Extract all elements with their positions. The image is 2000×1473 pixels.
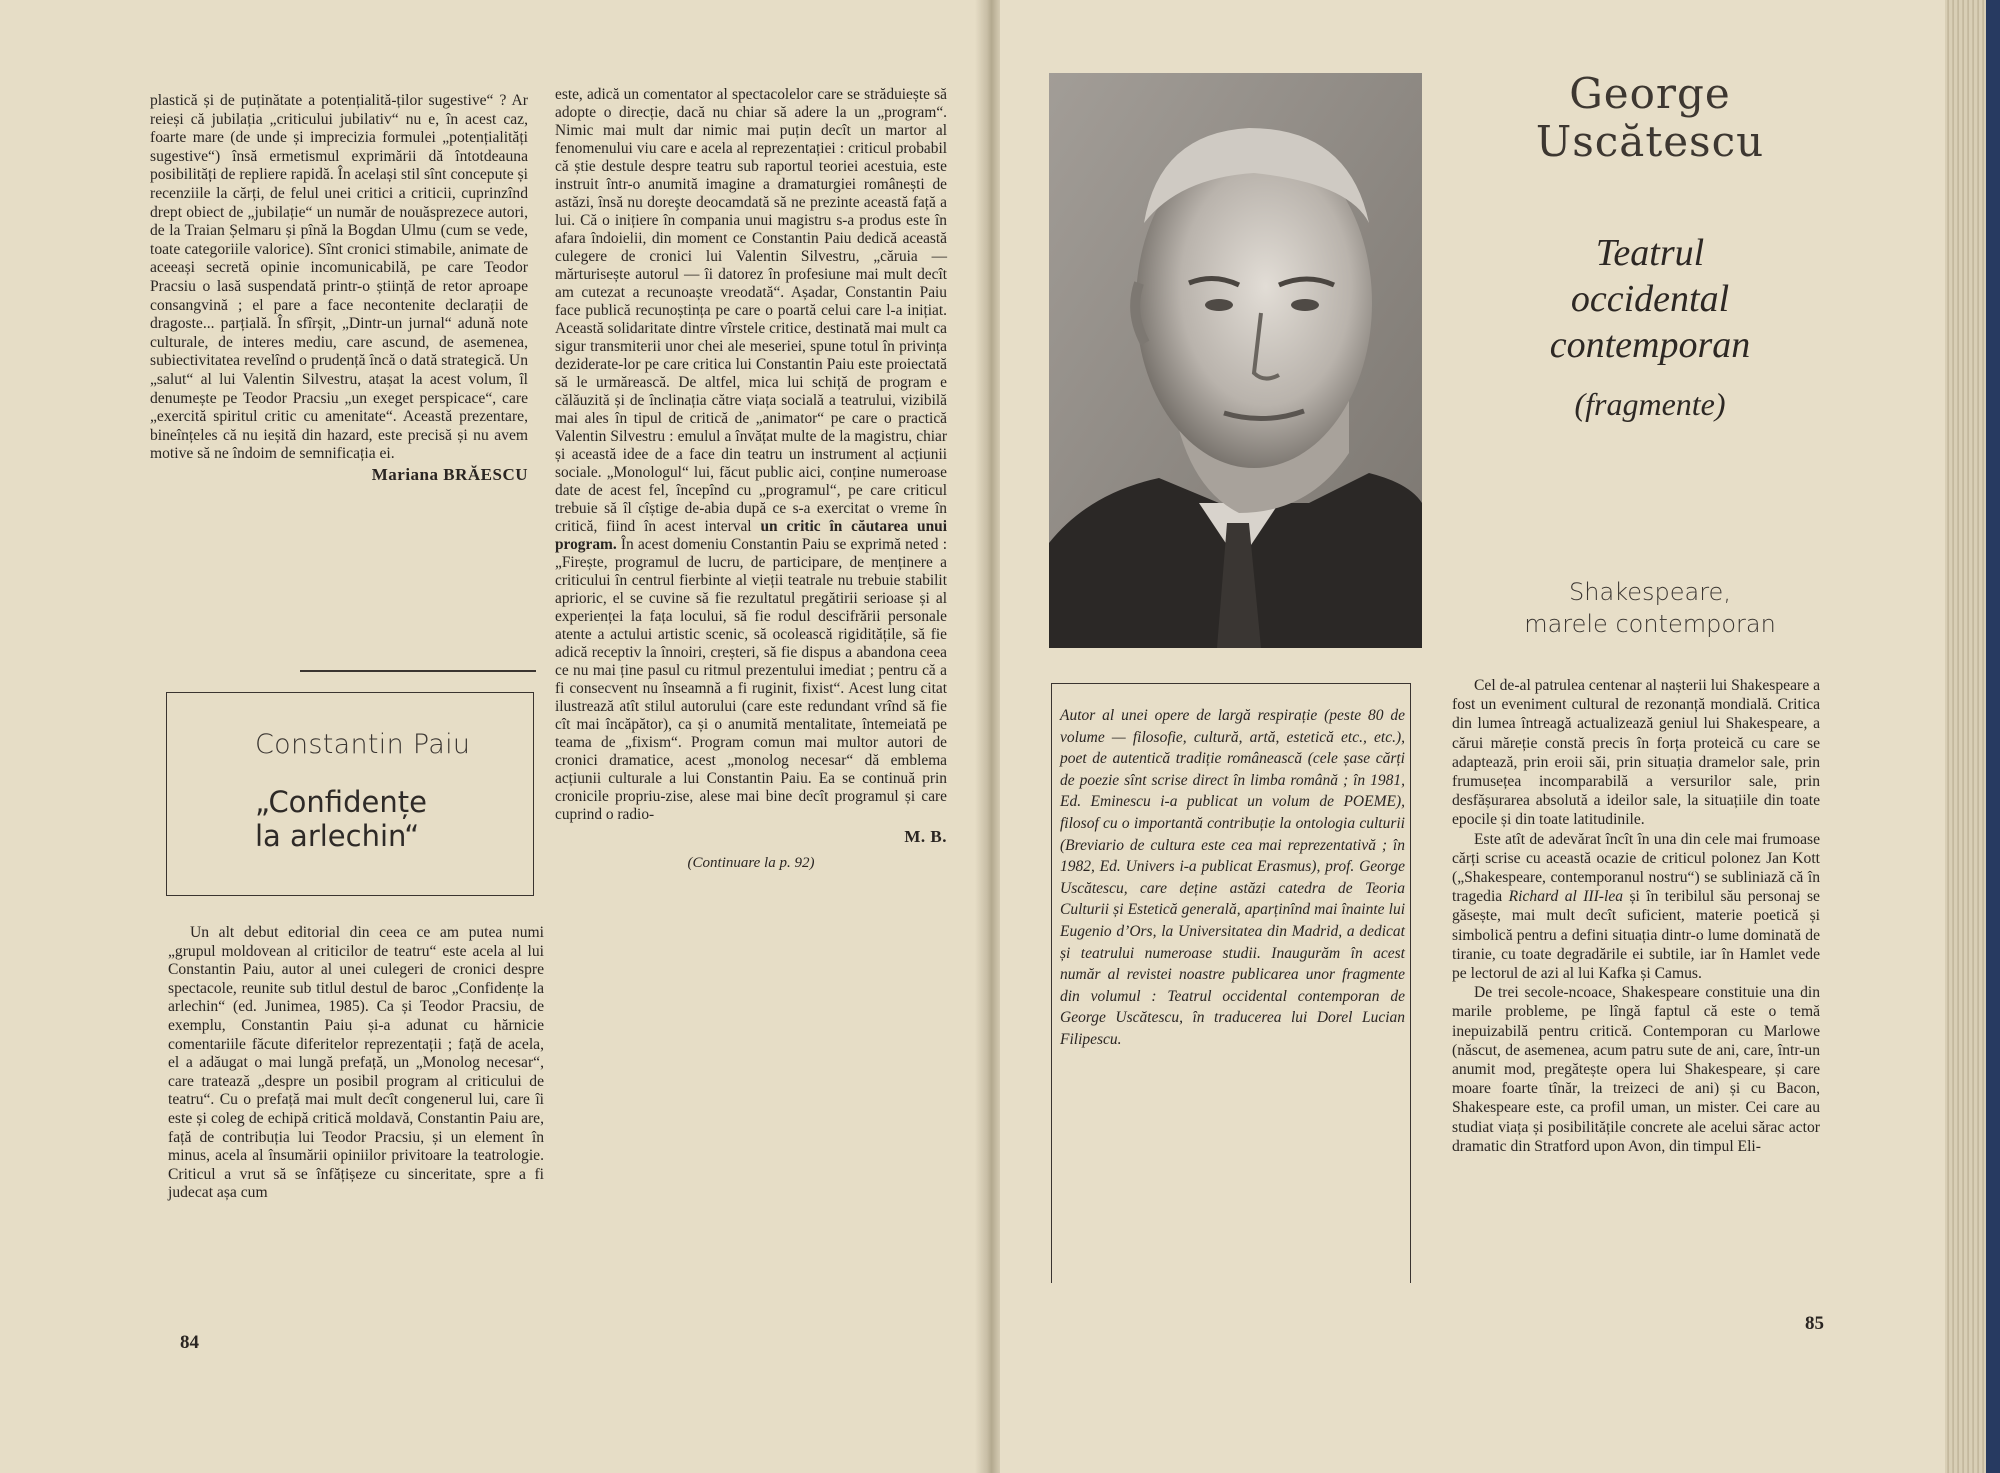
- section-title-line-2: marele contemporan: [1524, 610, 1776, 638]
- section-divider: [300, 670, 536, 672]
- work-title-line-1: Teatrul: [1595, 232, 1705, 274]
- article-work-title: [1480, 230, 1820, 368]
- review-paiu-continuation: [555, 86, 947, 824]
- review-paragraph-part2: În acest domeniu Constantin Paiu se exprimă neted : „Firește, programul de lucru, de participare, de menținere a criticului în centrul fierbinte al vieții teatrale nu trebuie stabilit aprioric, el se cuvine să fie rezultatul pregătirii serioase și al experienței la fața locului, să fie rodul descifrării personale atente a actului artistic scenic, să ocolească rigiditățile, să fie adică receptiv la înnoiri, creșteri, să fie dispus a abandona ceea ce nu mai ține pasul cu ritmul prezentului imediat ; pentru că a fi consecvent nu înseamnă a fi ruginit, fixist“. Acest lung citat ilustrează atît stilul autorului (care este redundant vrînd să fie cît mai încăpător), ca și o anumită mentalitate, întemeiată pe teama de „fixism“. Program comun mai multor autori de cronici dramatice, acest „monolog necesar“ dă emblema acțiunii culturale a lui Constantin Paiu. Ea se continuă prin cronicile propriu-zise, alese mai bine decît programul și care cuprind o radio-: [555, 536, 947, 823]
- author-name-line-2: Uscătescu: [1535, 117, 1765, 166]
- author-intro-text: Autor al unei opere de largă respirație (peste 80 de volume — filosofie, cultură, artă, estetică etc., etc.), poet de autentică tradiție românească (cele șase cărți de poezie sînt scrise direct în limba română ; în 1981, Ed. Eminescu i-a publicat un volum de POEME), filosof cu o importantă contribuție la ontologia culturii (Breviario de cultura este cea mai reprezentativă ; în 1982, Ed. Univers i-a publicat Erasmus), prof. George Uscătescu, care deține astăzi catedra de Teoria Culturii și Estetică generală, aparținînd mai înainte lui Eugenio d’Ors, la Universitatea din Madrid, a dedicat și teatrului numeroase studii. Inaugurăm în acest număr al revistei noastre publicarea unor fragmente din volumul : Teatrul occidental contemporan de George Uscătescu, în traducerea lui Dorel Lucian Filipescu.: [1060, 707, 1405, 1048]
- review-paiu-opening: Un alt debut editorial din ceea ce am putea numi „grupul moldovean al criticilor de teatru“ este acela al lui Constantin Paiu, autor al unei culegeri de cronici despre spectacole, reunite sub titlul destul de baroc „Confidențe la arlechin“ (ed. Junimea, 1985). Ca și Teodor Pracsiu, de exemplu, Constantin Paiu și-a adunat cu hărnicie comentariile făcute diferitelor reprezentații ; față de acela, el a adăugat o mai lungă prefață, un „Monolog necesar“, care tratează „despre un posibil program al criticului de teatru“. Cu o prefață mai mult decît congenerul lui, care îi este și coleg de echipă critică moldavă, Constantin Paiu are, față de contribuția lui Teodor Pracsiu, și un element în minus, acela al însumării opiniilor privitoare la teatrologie. Criticul a vrut să se înfățișeze cu sinceritate, spre a fi judecat așa cum: [168, 924, 544, 1202]
- left-column-1-top: [150, 92, 528, 484]
- continuation-note: (Continuare la p. 92): [687, 855, 815, 871]
- page-number-left: 84: [180, 1332, 199, 1353]
- cover-edge-right: [1986, 0, 2000, 1473]
- signature-mariana-braescu: Mariana BRĂESCU: [371, 464, 528, 484]
- portrait-illustration: [1049, 73, 1422, 648]
- article-paragraph-1: Cel de-al patrulea centenar al nașterii lui Shakespeare a fost un eveniment cultural de rezonanță mondială. Critica din lumea întreagă actualizează geniul lui Shakespeare, a cărui măreție constă precis în forța proteică cu care se adaptează, prin eroii săi, prin situația dramelor sale, prin frumusețea incomparabilă a versurilor sale, prin desfășurarea absolută a ideilor sale, la situațiile din toate epocile și din toate latitudinile.: [1452, 677, 1820, 829]
- author-name-line-1: George: [1569, 69, 1731, 118]
- review-header-box: [166, 692, 534, 896]
- signature-mb: M. B.: [904, 827, 947, 846]
- page-number-right: 85: [1805, 1313, 1824, 1334]
- review-author: Constantin Paiu: [255, 729, 471, 760]
- article-column: [1452, 676, 1820, 1156]
- article-paragraph-2-part1: Este atît de adevărat încît în una din cele mai frumoase cărți scrise cu această ocazie de criticul polonez Jan Kott („Shakespeare, contemporanul nostru“) se subliniază că în tragedia: [1452, 830, 1820, 906]
- fragment-label: (fragmente): [1574, 386, 1726, 422]
- review-bold-phrase: un critic în căutarea unui program.: [555, 518, 947, 553]
- article-paragraph-2-part2: și în teribilul său personaj se găsește, mai mult decît suficient, materie poetică și simbolică pentru a defini situația dintr-o lume dominată de tiranie, cu toate degradările ei subtile, iar în Hamlet vede pe lectorul de azi al lui Kafka și Camus.: [1452, 888, 1820, 983]
- article-italic-title: Richard al III-lea: [1508, 888, 1624, 906]
- article-author-name: [1490, 70, 1810, 166]
- review-book-title: „Confidențe la arlechin“: [255, 785, 427, 853]
- left-column-1-bottom: [168, 924, 544, 1203]
- review-text-ending: plastică și de puținătate a potențialită-ților sugestive“ ? Ar reieși că jubilația „criticului jubilativ“ nu e, în acest caz, foarte mare (de unde și imprecizia formulei „potențialități sugestive“) însă ermetismul exprimării dă întotdeauna posibilități de repliere rapidă. În același stil sînt concepute și recenziile la cărți, de felul unei critici a criticii, cuprinzînd drept obiect de „jubilație“ un număr de nouăsprezece autori, de la Traian Șelmaru și pînă la Bogdan Ulmu (cum se vede, toate categoriile valorice). Sînt cronici stimabile, animate de aceeași secretă opinie incomunicabilă, pe care Teodor Pracsiu o lasă suspendată printr-o știință de retor aproape consangvină ; el pare a face necontenite declarații de dragoste... parțială. În sfîrșit, „Dintr-un jurnal“ adună note culturale, de interes mediu, care ascund, de asemenea, subiectivitatea revelînd o prudență încă o dată strategică. Un „salut“ al lui Valentin Silvestru, atașat la acest volum, îl denumește pe Teodor Pracsiu „un exeget perspicace“, care „exercită spiritul critic cu amenitate“. Această prezentare, bineînțeles că nu ieșită din hazard, este precisă și nu avem motive să ne îndoim de semnificația ei.: [150, 92, 528, 463]
- article-paragraph-3: De trei secole-ncoace, Shakespeare constituie una din marile probleme, pe lîngă faptul că este o temă inepuizabilă pentru critică. Contemporan cu Marlowe (născut, de asemenea, acum patru sute de ani, care, într-un anumit mod, pregătește opera lui Shakespeare, și care moare foarte tînăr, la treizeci de ani) și cu Bacon, Shakespeare este, ca profil uman, un mister. Cei care au studiat viața și posibilitățile concrete ale acelui sărac actor dramatic din Stratford upon Avon, din timpul Eli-: [1452, 984, 1820, 1155]
- section-title: [1470, 576, 1830, 640]
- review-paragraph-part1: este, adică un comentator al spectacolelor care se străduiește să adopte o direcție, dacă nu chiar să adere la un „program“. Nimic mai mult dar nimic mai puțin decît un martor al fenomenului viu care e acela al reprezentației : criticul probabil că știe destule despre teatru sub raportul teoriei acestuia, este instruit într-o anumită imagine a dramaturgiei românești de astăzi, însă nu doreşte deocamdată să ne prezinte această față a lui. Că o inițiere în compania unui magistru s-a produs este în afara îndoielii, din moment ce Constantin Paiu dedică această culegere de cronici lui Valentin Silvestru, „căruia — mărturisește autorul — îi datorez în profesiune mai mult decît am cutezat a recunoaște vreodată“. Așadar, Constantin Paiu face publică recunoștința pe care o poartă celui care l-a inițiat. Această solidaritate dintre vîrstele critice, destinată mai mult ca sigur transmiterii unor chei ale meseriei, spune totul în privința deziderate-lor pe care critica lui Constantin Paiu este proiectată să le urmărească. De altfel, mica lui schiță de program e călăuzită și de înclinația către viața socială a teatrului, vizibilă mai ales în tipul de critică de „animator“ pe care o practică Valentin Silvestru : emulul a învățat multe de la magistru, chiar și această idee de a face din teatru un instrument al acțiunii sociale. „Monologul“ lui, făcut public aici, conține numeroase date de acest fel, începînd cu „programul“, pe care criticul trebuie să îl cîștige de-abia după ce s-a exercitat o vreme în critică, fiind în acest interval: [555, 86, 947, 535]
- work-title-line-3: contemporan: [1549, 324, 1751, 366]
- author-portrait-photo: [1049, 73, 1422, 648]
- article-paragraph-2: [1452, 830, 1820, 984]
- work-title-line-2: occidental: [1570, 278, 1730, 320]
- left-column-2: [555, 86, 947, 872]
- section-title-line-1: Shakespeare,: [1569, 578, 1731, 606]
